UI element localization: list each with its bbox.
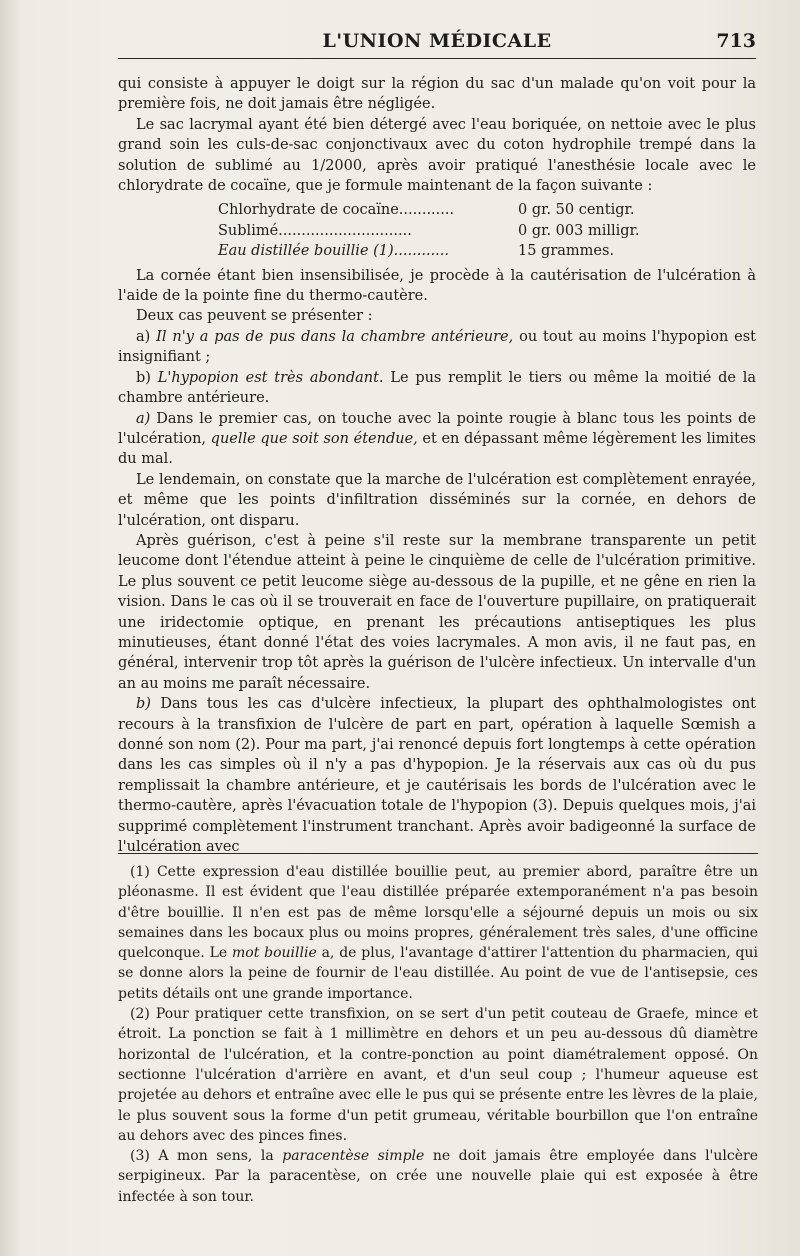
paragraph-7: Après guérison, c'est à peine s'il reste sur la membrane transparente un petit leucome dont l'étendue atteint à peine le cinquième de celle de l'ulcération primitive. Le plus souvent ce petit leucome siège au-dessous de la pupille, et ne gêne en rien la vision. Dans le cas où il se trouverait en face de l'ouverture pupillaire, on pratiquerait une iridectomie optique, en prenant les précautions antiseptiques les plus minutieuses, étant donné l'état des voies lacrymales. A mon avis, il ne faut pas, en général, intervenir trop tôt après la guérison de l'ulcère infectieux. Un intervalle d'un an au moins me paraît nécessaire. — [118, 532, 756, 692]
case-a-text: ou tout au moins l'hypopion est insignifiant ; — [118, 328, 757, 366]
paragraph-8 — [118, 694, 756, 857]
formula-ingredient: Chlorhydrate de cocaïne............ — [218, 202, 455, 219]
formula-ingredient: Sublimé............................. — [218, 222, 412, 239]
formula-row — [218, 200, 640, 220]
paragraph-5-emphasis: quelle que soit son étendue, — [210, 430, 418, 447]
case-b-text: Le pus remplit le tiers ou même la moitié de la chambre antérieure. — [118, 369, 756, 407]
formula-quantity: 0 gr. 50 centigr. — [518, 202, 635, 219]
formula-quantity: 0 gr. 003 milligr. — [518, 222, 640, 239]
footnote-3-end: ne doit jamais être employée dans l'ulcère serpigineux. Par la paracentèse, on crée une nouvelle plaie qui est exposée à être infectée à son tour. — [118, 1148, 759, 1205]
formula-row — [218, 221, 640, 241]
case-b-label: b) — [136, 369, 151, 386]
main-text — [118, 74, 756, 857]
case-b — [118, 368, 756, 409]
case-a-label: a) — [136, 328, 151, 345]
case-b-emphasis: L'hypopion est très abondant. — [157, 369, 384, 386]
footnote-3-emphasis: paracentèse simple — [282, 1148, 425, 1165]
paragraph-5-start: Dans le premier cas, on touche avec la pointe rougie à blanc tous les points de l'ulcération, — [118, 410, 756, 447]
paragraph-8-label: b) — [136, 696, 151, 713]
footnote-1-emphasis: mot bouillie — [231, 945, 317, 962]
formula-row — [218, 241, 640, 261]
page-header — [118, 28, 756, 59]
footnote-1 — [118, 862, 758, 1004]
case-a-emphasis: Il n'y a pas de pus dans la chambre antérieure, — [156, 328, 514, 345]
paragraph-6: Le lendemain, on constate que la marche de l'ulcération est complètement enrayée, et même que les points d'infiltration disséminés sur la cornée, en dehors de l'ulcération, ont disparu. — [118, 471, 756, 529]
paragraph-5 — [118, 409, 756, 470]
page-number: 713 — [716, 30, 756, 52]
paragraph-4: Deux cas peuvent se présenter : — [136, 308, 373, 325]
footnote-3 — [118, 1146, 758, 1207]
formula-table — [218, 200, 640, 261]
paragraph-1: qui consiste à appuyer le doigt sur la région du sac d'un malade qu'on voit pour la première fois, ne doit jamais être négligée. — [118, 76, 756, 113]
paragraph-2: Le sac lacrymal ayant été bien détergé avec l'eau boriquée, on nettoie avec le plus grand soin les culs-de-sac conjonctivaux avec du coton hydrophile trempé dans la solution de sublimé au 1/2000, après avoir pratiqué l'anesthésie locale avec le chlorydrate de cocaïne, que je formule maintenant de la façon suivante : — [118, 116, 756, 195]
formula-ingredient: Eau distillée bouillie (1)............ — [218, 243, 449, 260]
paragraph-3: La cornée étant bien insensibilisée, je procède à la cautérisation de l'ulcération à l'aide de la pointe fine du thermo-cautère. — [118, 267, 756, 305]
paragraph-5-label: a) — [136, 410, 151, 427]
footnote-2: (2) Pour pratiquer cette transfixion, on se sert d'un petit couteau de Graefe, mince et étroit. La ponction se fait à 1 millimètre en dehors et un peu au-dessous dû diamètre horizontal de l'ulcération, et la contre-ponction au point diamétralement opposé. On sectionne l'ulcération d'arrière en avant, et d'un seul coup ; l'humeur aqueuse est projetée au dehors et entraîne avec elle le pus qui se présente entre les lèvres de la plaie, le plus souvent sous la forme d'un petit grumeau, véritable bourbillon que l'on entraîne au dehors avec des pinces fines. — [118, 1006, 759, 1144]
formula-quantity: 15 grammes. — [518, 243, 615, 260]
footnote-1-start: (1) Cette expression d'eau distillée bouillie peut, au premier abord, paraître être un pléonasme. Il est évident que l'eau distillée préparée extemporanément n'a pas besoin d'être bouillie. Il n'en est pas de même lorsqu'elle a séjourné depuis un mois ou six semaines dans les bocaux plus ou moins propres, généralement très sales, d'une officine quelconque. Le — [118, 864, 758, 962]
footnote-1-end: a, de plus, l'avantage d'attirer l'attention du pharmacien, qui se donne alors la peine de fournir de l'eau distillée. Au point de vue de l'antisepsie, ces petits détails ont une grande importance. — [118, 945, 758, 1002]
footnote-3-start: (3) A mon sens, la — [130, 1148, 283, 1165]
running-title: L'UNION MÉDICALE — [322, 30, 552, 52]
footnotes — [118, 862, 758, 1207]
paragraph-8-text: Dans tous les cas d'ulcère infectieux, la plupart des ophthalmologistes ont recours à la transfixion de l'ulcère de part en part, opération à laquelle Sœmish a donné son nom (2). Pour ma part, j'ai renoncé depuis fort longtemps à cette opération dans les cas simples où il n'y a pas d'hypopion. Je la réservais aux cas où du pus remplissait la chambre antérieure, et je cautérisais les bords de l'ulcération avec le thermo-cautère, après l'évacuation totale de l'hypopion (3). Depuis quelques mois, j'ai supprimé complètement l'instrument tranchant. Après avoir badigeonné la surface de l'ulcération avec — [118, 696, 756, 856]
footnote-divider — [118, 853, 758, 854]
case-a — [118, 327, 756, 368]
paragraph-5-end: et en dépassant même légèrement les limites du mal. — [118, 430, 756, 468]
